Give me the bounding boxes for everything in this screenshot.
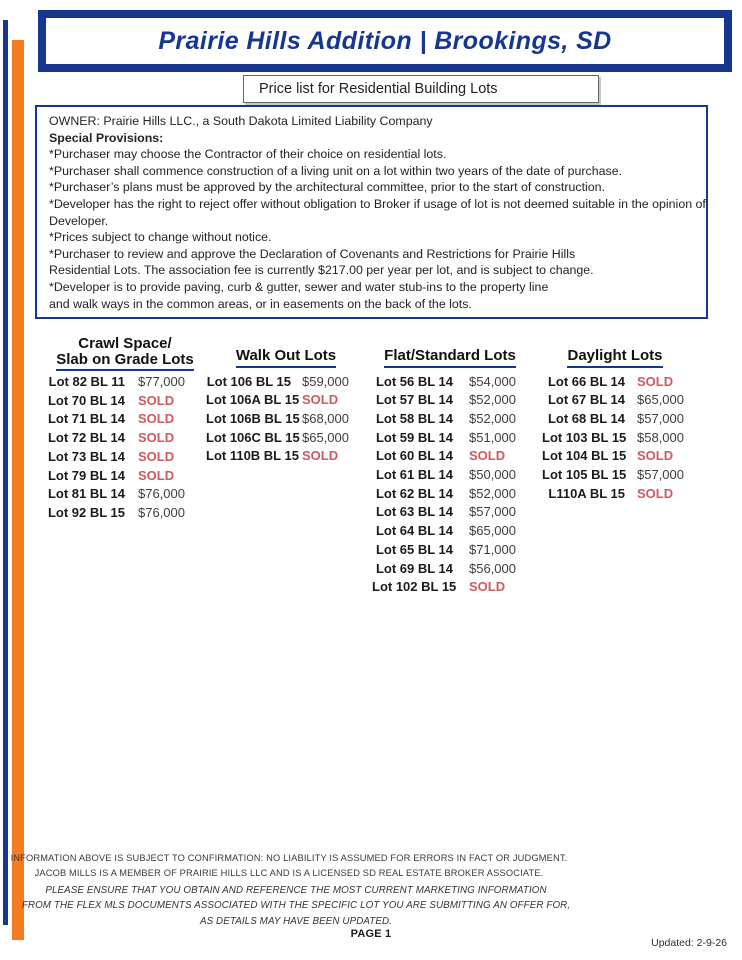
lot-price: $77,000 bbox=[138, 374, 185, 389]
lot-price: $52,000 bbox=[469, 485, 516, 501]
notice-line: PLEASE ENSURE THAT YOU OBTAIN AND REFERENCE THE MOST CURRENT MARKETING INFORMATION bbox=[45, 885, 547, 896]
section-header-wrap bbox=[40, 336, 210, 371]
lot-price: $76,000 bbox=[138, 486, 185, 502]
lot-list bbox=[372, 373, 528, 597]
special-provisions-box bbox=[35, 105, 708, 319]
lot-label: Lot 59 BL 14 bbox=[375, 429, 453, 445]
lot-label: Lot 60 BL 14 bbox=[375, 448, 453, 464]
lot-price: $52,000 bbox=[469, 392, 516, 408]
lot-price: SOLD bbox=[469, 448, 506, 464]
provision-line: *Developer is to provide paving, curb & gutter, sewer and water stub-ins to the property line bbox=[49, 279, 549, 294]
lot-label: Lot 102 BL 15 bbox=[372, 579, 457, 595]
lot-price: SOLD bbox=[469, 579, 506, 595]
lot-price: $51,000 bbox=[469, 429, 516, 445]
lot-label: Lot 66 BL 14 bbox=[547, 373, 625, 389]
column-walk-out-lots bbox=[206, 347, 366, 466]
lot-price: $57,000 bbox=[637, 467, 684, 483]
lot-price: $65,000 bbox=[469, 523, 516, 539]
lot-price: $52,000 bbox=[469, 410, 516, 426]
section-header bbox=[56, 336, 194, 371]
provision-line: *Purchaser may choose the Contractor of their choice on residential lots. bbox=[49, 147, 447, 162]
notice-line: AS DETAILS MAY HAVE BEEN UPDATED. bbox=[199, 915, 393, 927]
lot-label: Lot 106 BL 15 bbox=[206, 373, 291, 389]
lot-label: Lot 70 BL 14 bbox=[47, 392, 125, 408]
lot-label: Lot 105 BL 15 bbox=[542, 467, 627, 483]
lot-label: Lot 82 BL 11 bbox=[48, 374, 125, 389]
lot-price: $65,000 bbox=[302, 429, 349, 445]
lot-label: Lot 103 BL 15 bbox=[542, 429, 627, 445]
section-header-wrap bbox=[206, 347, 366, 368]
lot-label: L110A BL 15 bbox=[548, 485, 625, 501]
lot-price: SOLD bbox=[637, 373, 674, 389]
lot-label: Lot 71 BL 14 bbox=[47, 411, 125, 427]
lot-price: $76,000 bbox=[138, 504, 185, 520]
section-header-line: Daylight Lots bbox=[567, 347, 663, 364]
lot-list bbox=[40, 373, 210, 523]
lot-label: Lot 61 BL 14 bbox=[375, 467, 453, 483]
lot-label: Lot 67 BL 14 bbox=[547, 392, 625, 408]
lot-price: $65,000 bbox=[637, 392, 684, 408]
footer-notice bbox=[0, 883, 592, 929]
section-header bbox=[384, 348, 516, 368]
footer-disclaimer bbox=[0, 851, 578, 881]
lot-label: Lot 72 BL 14 bbox=[47, 430, 125, 446]
section-header-line: Flat/Standard Lots bbox=[384, 347, 516, 364]
lot-price: SOLD bbox=[637, 448, 674, 464]
lot-price: $59,000 bbox=[302, 373, 349, 389]
owner-line: OWNER: Prairie Hills LLC., a South Dakota Limited Liability Company bbox=[49, 114, 433, 128]
lot-price: SOLD bbox=[302, 392, 339, 408]
section-header-wrap bbox=[372, 347, 528, 368]
lot-price: $57,000 bbox=[637, 410, 684, 426]
lot-label: Lot 65 BL 14 bbox=[375, 541, 453, 557]
disclaimer-line: JACOB MILLS IS A MEMBER OF PRAIRIE HILLS LLC AND IS A LICENSED SD REAL ESTATE BROKER ASSOCIATE. bbox=[34, 868, 544, 878]
page-subtitle: Price list for Residential Building Lots bbox=[259, 81, 498, 97]
section-header-line: Slab on Grade Lots bbox=[56, 350, 194, 368]
provision-line: *Purchaser’s plans must be approved by the architectural committee, prior to the start of construction. bbox=[49, 180, 606, 195]
subtitle-box bbox=[243, 75, 599, 103]
lot-price: $56,000 bbox=[469, 560, 516, 576]
lot-list bbox=[542, 373, 688, 504]
provision-line: and walk ways in the common areas, or in easements on the back of the lots. bbox=[49, 296, 472, 311]
provision-line: *Purchaser to review and approve the Declaration of Covenants and Restrictions for Prairie Hills bbox=[49, 246, 576, 261]
provision-line: Developer. bbox=[49, 213, 109, 228]
provisions-heading: Special Provisions: bbox=[49, 130, 164, 145]
section-header bbox=[567, 348, 662, 368]
lot-price: $57,000 bbox=[469, 504, 516, 520]
column-crawl-space-slab-on-grade bbox=[40, 336, 210, 523]
lot-label: Lot 92 BL 15 bbox=[47, 504, 125, 520]
provision-line: Residential Lots. The association fee is currently $217.00 per year per lot, and is subject to change. bbox=[49, 263, 594, 278]
lot-list bbox=[206, 373, 366, 467]
provision-line: *Purchaser shall commence construction of a living unit on a lot within two years of the date of purchase. bbox=[49, 163, 623, 178]
lot-label: Lot 106B BL 15 bbox=[206, 410, 300, 426]
lot-price: $71,000 bbox=[469, 541, 516, 557]
lot-price: SOLD bbox=[138, 448, 175, 464]
title-box bbox=[38, 10, 732, 72]
lot-price: SOLD bbox=[138, 467, 175, 483]
lot-price: SOLD bbox=[637, 485, 674, 501]
lot-label: Lot 106C BL 15 bbox=[206, 429, 300, 445]
page-number: PAGE 1 bbox=[350, 928, 392, 940]
lot-label: Lot 81 BL 14 bbox=[47, 486, 125, 502]
lot-price: SOLD bbox=[138, 392, 175, 408]
lot-label: Lot 73 BL 14 bbox=[47, 448, 125, 464]
lot-label: Lot 64 BL 14 bbox=[375, 523, 453, 539]
lot-label: Lot 106A BL 15 bbox=[206, 392, 300, 408]
updated-date: Updated: 2-9-26 bbox=[651, 937, 727, 949]
lot-price: $58,000 bbox=[637, 429, 684, 445]
lot-label: Lot 57 BL 14 bbox=[375, 392, 453, 408]
section-header bbox=[236, 348, 336, 368]
lot-price: SOLD bbox=[302, 448, 339, 464]
lot-price: $54,000 bbox=[469, 373, 516, 389]
lot-label: Lot 62 BL 14 bbox=[375, 485, 453, 501]
lot-price: $50,000 bbox=[469, 467, 516, 483]
provision-line: *Developer has the right to reject offer without obligation to Broker if usage of lot is not deemed suitable in the opinion of bbox=[49, 196, 706, 211]
lot-label: Lot 58 BL 14 bbox=[375, 410, 453, 426]
lot-label: Lot 104 BL 15 bbox=[542, 448, 627, 464]
lot-label: Lot 79 BL 14 bbox=[47, 467, 125, 483]
notice-line: FROM THE FLEX MLS DOCUMENTS ASSOCIATED WITH THE SPECIFIC LOT YOU ARE SUBMITTING AN OFFER FOR, bbox=[21, 900, 571, 912]
page-title: Prairie Hills Addition | Brookings, SD bbox=[158, 26, 612, 55]
lot-price: SOLD bbox=[138, 430, 175, 446]
section-header-line: Walk Out Lots bbox=[235, 347, 337, 364]
lot-price: $68,000 bbox=[302, 410, 349, 426]
disclaimer-line: INFORMATION ABOVE IS SUBJECT TO CONFIRMATION: NO LIABILITY IS ASSUMED FOR ERRORS IN FACT OR JUDGMENT. bbox=[10, 853, 568, 863]
provision-line: *Prices subject to change without notice. bbox=[49, 230, 272, 245]
lot-label: Lot 63 BL 14 bbox=[375, 504, 453, 520]
lot-price: SOLD bbox=[138, 411, 175, 427]
lot-label: Lot 69 BL 14 bbox=[375, 560, 453, 576]
section-header-wrap bbox=[542, 347, 688, 368]
section-header-line: Crawl Space/ bbox=[78, 335, 172, 352]
lot-label: Lot 68 BL 14 bbox=[547, 410, 625, 426]
lot-label: Lot 56 BL 14 bbox=[375, 373, 453, 389]
left-accent-bar-navy bbox=[3, 20, 8, 925]
lot-label: Lot 110B BL 15 bbox=[206, 448, 299, 464]
left-accent-bar-orange bbox=[12, 40, 24, 940]
column-daylight-lots bbox=[542, 347, 688, 503]
column-flat-standard-lots bbox=[372, 347, 528, 597]
